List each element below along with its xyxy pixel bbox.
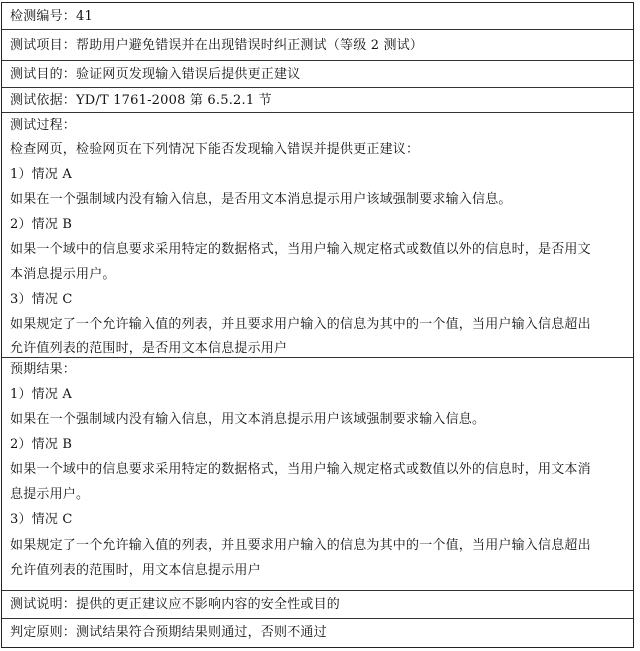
process-case-a-title: 1）情况 A xyxy=(10,167,72,182)
expected-case-a-text: 如果在一个强制域内没有输入信息，用文本消息提示用户该域强制要求输入信息。 xyxy=(10,412,486,427)
process-case-c-title: 3）情况 C xyxy=(10,292,73,307)
expected-case-b-text-1: 如果一个域中的信息要求采用特定的数据格式，当用户输入规定格式或数值以外的信息时，用文本消 xyxy=(10,462,591,477)
process-case-b-text-1: 如果一个域中的信息要求采用特定的数据格式，当用户输入规定格式或数值以外的信息时，是否用文 xyxy=(10,242,591,257)
process-case-c-text-1: 如果规定了一个允许输入值的列表，并且要求用户输入的信息为其中的一个值，当用户输入信息超出 xyxy=(10,317,591,332)
row-test-note xyxy=(2,591,633,619)
section-test-process xyxy=(2,113,633,358)
expected-case-c-text-2: 允许值列表的范围时，用文本信息提示用户 xyxy=(10,563,261,578)
test-id-text: 检测编号：41 xyxy=(10,9,93,24)
test-purpose-text: 测试目的：验证网页发现输入错误后提供更正建议 xyxy=(10,67,301,82)
row-test-purpose xyxy=(2,61,633,88)
expected-case-c-title: 3）情况 C xyxy=(10,512,73,527)
process-case-b-text-2: 本消息提示用户。 xyxy=(10,267,116,282)
process-case-a-text: 如果在一个强制域内没有输入信息，是否用文本消息提示用户该域强制要求输入信息。 xyxy=(10,192,512,207)
row-judgement xyxy=(2,619,633,649)
row-test-id xyxy=(2,3,633,30)
expected-case-c-text-1: 如果规定了一个允许输入值的列表，并且要求用户输入的信息为其中的一个值，当用户输入信息超出 xyxy=(10,538,591,553)
test-basis-text: 测试依据：YD/T 1761-2008 第 6.5.2.1 节 xyxy=(10,93,272,108)
test-note-text: 测试说明：提供的更正建议应不影响内容的安全性或目的 xyxy=(10,597,341,612)
row-test-basis xyxy=(2,88,633,113)
section-expected-results xyxy=(2,358,633,591)
test-item-text: 测试项目：帮助用户避免错误并在出现错误时纠正测试（等级 2 测试） xyxy=(10,38,424,53)
process-case-c-text-2: 允许值列表的范围时，是否用文本信息提示用户 xyxy=(10,341,288,356)
expected-case-b-text-2: 息提示用户。 xyxy=(10,487,90,502)
expected-case-a-title: 1）情况 A xyxy=(10,387,72,402)
expected-case-b-title: 2）情况 B xyxy=(10,437,73,452)
process-case-b-title: 2）情况 B xyxy=(10,217,73,232)
row-test-item xyxy=(2,30,633,61)
judgement-text: 判定原则：测试结果符合预期结果则通过，否则不通过 xyxy=(10,625,327,640)
test-case-table xyxy=(1,2,634,648)
process-intro: 检查网页，检验网页在下列情况下能否发现输入错误并提供更正建议： xyxy=(10,142,420,157)
expected-title: 预期结果： xyxy=(10,362,77,377)
process-title: 测试过程： xyxy=(10,118,77,133)
